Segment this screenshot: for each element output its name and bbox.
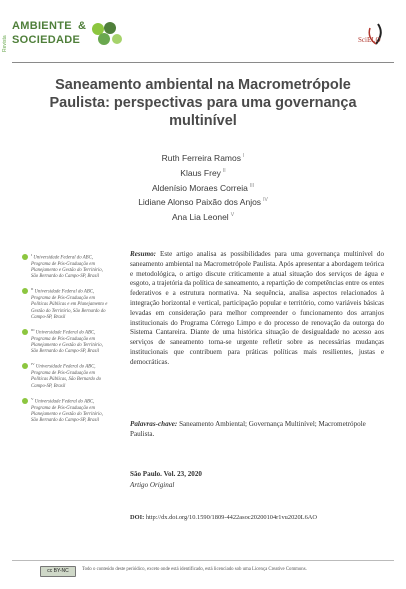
author-mark: III bbox=[249, 182, 255, 189]
affiliation-body: Universidade Federal do ABC, Programa de Pós-Graduação em Planejamento e Gestão do Território, São Bernardo do Campo-SP, Brasil bbox=[31, 255, 103, 280]
affiliation-mark: V bbox=[31, 396, 34, 401]
affiliation-mark: I bbox=[31, 253, 33, 257]
affiliation-body: Universidade Federal do ABC, Programa de Pós-Graduação em Planejamento e Gestão do Território, São Bernardo do Campo-SP, Brasil bbox=[31, 399, 103, 424]
publication-info bbox=[130, 469, 384, 491]
doi-label: DOI: bbox=[130, 514, 145, 521]
author-mark: I bbox=[242, 153, 245, 159]
affiliation-item bbox=[22, 396, 110, 424]
keywords bbox=[130, 420, 384, 440]
affiliation-item bbox=[22, 252, 110, 280]
abstract bbox=[130, 250, 384, 368]
affiliation-mark: IV bbox=[31, 362, 35, 367]
affiliation-item bbox=[22, 286, 110, 321]
author-mark: V bbox=[230, 212, 235, 219]
affiliation-item bbox=[22, 361, 110, 389]
affiliation-text bbox=[31, 252, 110, 280]
affiliation-text bbox=[31, 327, 110, 355]
creative-commons-badge-icon[interactable]: cc BY-NC bbox=[40, 566, 76, 577]
header-rule bbox=[12, 62, 394, 63]
affiliation-item bbox=[22, 327, 110, 355]
journal-logo-line2: SOCIEDADE bbox=[12, 34, 81, 46]
author-list bbox=[60, 150, 346, 224]
affiliation-mark: II bbox=[31, 287, 34, 292]
author-name-text: Aldenísio Moraes Correia bbox=[151, 182, 248, 193]
affiliation-text bbox=[31, 286, 110, 321]
affiliation-mark: III bbox=[31, 328, 35, 333]
abstract-label: Resumo: bbox=[130, 250, 157, 258]
author-name bbox=[60, 165, 346, 180]
affiliation-bullet-icon bbox=[22, 254, 28, 260]
author-name bbox=[60, 209, 346, 224]
author-mark: IV bbox=[263, 197, 268, 204]
affiliation-body: Universidade Federal do ABC, Programa de Pós-Graduação em Políticas Públicas e em Planejamento e Gestão do Território, São Bernardo do Campo-SP, Brasil bbox=[31, 290, 108, 320]
affiliation-bullet-icon bbox=[22, 398, 28, 404]
author-name bbox=[60, 150, 346, 165]
footer-rule bbox=[12, 560, 394, 561]
author-name-text: Klaus Frey bbox=[180, 167, 221, 178]
journal-logo bbox=[12, 20, 132, 56]
keywords-label: Palavras-chave: bbox=[130, 420, 178, 428]
author-name bbox=[60, 194, 346, 209]
affiliation-body: Universidade Federal do ABC, Programa de Pós-Graduação em Planejamento e Gestão do Território, São Bernardo do Campo-SP, Brasil bbox=[31, 330, 103, 355]
article-title: Saneamento ambiental na Macrometrópole Paulista: perspectivas para uma governança multinível bbox=[49, 77, 357, 129]
affiliation-text bbox=[31, 361, 110, 389]
journal-logo-ampersand: & bbox=[78, 20, 86, 32]
keywords-text: Saneamento Ambiental; Governança Multinível; Macrometrópole Paulista. bbox=[130, 420, 366, 438]
license-text: Todo o conteúdo deste periódico, exceto onde está identificado, está licenciado sob uma Licença Creative Commons. bbox=[82, 567, 307, 572]
author-name-text: Ana Lia Leonel bbox=[171, 212, 229, 223]
affiliation-bullet-icon bbox=[22, 288, 28, 294]
doi-link[interactable]: http://dx.doi.org/10.1590/1809-4422asoc20200104r1vu2020L6AO bbox=[145, 514, 317, 521]
journal-vertical-label: Revista bbox=[2, 35, 8, 52]
leaf-emblem-icon bbox=[88, 20, 128, 48]
affiliation-body: Universidade Federal do ABC, Programa de Pós-Graduação em Políticas Públicas, São Bernardo do Campo-SP, Brasil bbox=[31, 365, 102, 389]
affiliation-bullet-icon bbox=[22, 329, 28, 335]
abstract-text: Este artigo analisa as possibilidades para uma governança multinível do saneamento ambiental na Macrometrópole Paulista. Após apresentar a abordagem teórica e metodológica, o artigo discute criticamente a atual situação dos serviços de água e esgoto, a trajetória da política de saneamento, a repartição de competências entre os entes federativos e a estrutura normativa. Na sequência, analisa aspectos relacionados à integração horizontal e vertical, participação popular e território, como variáveis básicas levadas em consideração para melhor compreender o funcionamento dos arranjos institucionais do Programa Córrego Limpo e do processo de renovação da outorga do Sistema Cantareira. Diante de uma histórica situação de desigualdade no acesso aos serviços de saneamento torna-se urgente refletir sobre as necessárias mudanças institucionais que contribuem para práticas políticas mais resilientes, justas e democráticas. bbox=[130, 250, 384, 366]
doi bbox=[130, 514, 390, 521]
author-mark: II bbox=[222, 167, 226, 174]
publication-place-volume: São Paulo. Vol. 23, 2020 bbox=[130, 470, 202, 478]
scielo-text: SciELO bbox=[358, 36, 381, 44]
author-name bbox=[60, 180, 346, 195]
article-type: Artigo Original bbox=[130, 481, 175, 489]
affiliation-text bbox=[31, 396, 110, 424]
author-name-text: Ruth Ferreira Ramos bbox=[161, 152, 241, 163]
affiliation-list bbox=[22, 252, 110, 430]
affiliation-bullet-icon bbox=[22, 363, 28, 369]
journal-logo-line1: AMBIENTE bbox=[12, 20, 72, 32]
scielo-logo bbox=[352, 22, 392, 52]
author-name-text: Lidiane Alonso Paixão dos Anjos bbox=[138, 197, 262, 208]
